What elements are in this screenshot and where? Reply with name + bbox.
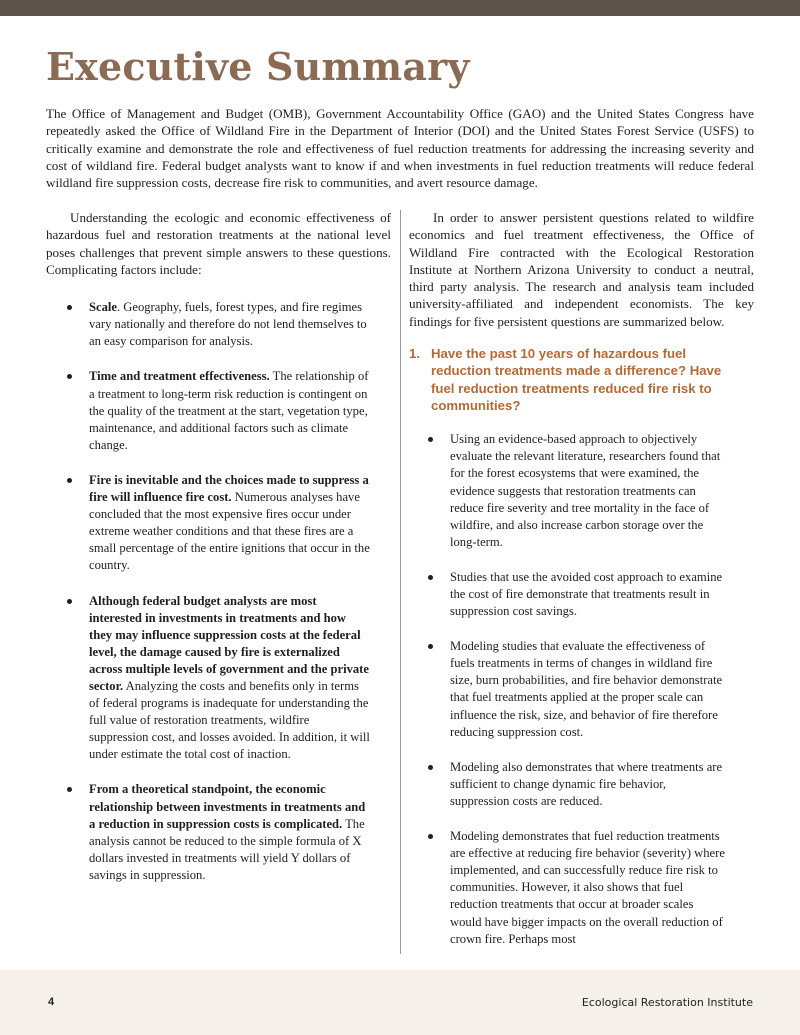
list-item [46,781,371,884]
bullet-text: Analyzing the costs and benefits only in terms of federal programs is inadequate for understanding the full value of restoration treatments, wildfire suppression cost, and losses avoided. In addition, it will under estimate the total cost of inaction. [89,678,370,762]
findings-list [409,431,754,947]
page-title: Executive Summary [46,44,470,89]
list-item: Modeling also demonstrates that where treatments are sufficient to change dynamic fire behavior, suppression costs are reduced. [409,759,725,810]
bullet-text: The analysis cannot be reduced to the simple formula of X dollars invested in treatments will yield Y dollars of savings in suppression. [89,816,365,882]
list-item [46,472,371,575]
question-heading [409,345,754,414]
bullet-text: The relationship of a treatment to long-term risk reduction is contingent on the quality of the treatment at the start, vegetation type, maintenance, and additional factors such as climate change. [89,369,369,452]
list-item: Modeling studies that evaluate the effectiveness of fuels treatments in terms of changes in wildland fire size, burn probabilities, and fire behavior demonstrate that fuel treatments applied at the proper scale can influence the risk, size, and behavior of fire therefore reducing suppression cost. [409,638,725,741]
left-column [46,209,391,902]
bullet-lead: Time and treatment effectiveness. [89,369,270,384]
page-footer [0,970,800,1035]
right-column [409,209,754,966]
column-divider [400,210,401,954]
bullet-lead: Although federal budget analysts are most interested in investments in treatments and how they may influence suppression costs at the federal level, the damage caused by fire is externalized across multiple levels of government and the private sector. [89,593,369,693]
bullet-lead: Scale [89,300,117,315]
bullet-text: Numerous analyses have concluded that the most expensive fires occur under extreme weather conditions and that these fires are a small percentage of the entire ignitions that occur in the country. [89,490,370,573]
list-item: Using an evidence-based approach to objectively evaluate the relevant literature, researchers found that for the forest ecosystems that were examined, the evidence suggests that restoration treatments can reduce fire severity and tree mortality in the face of wildfire, and also increase carbon storage over the long-term. [409,431,725,551]
bullet-lead: Fire is inevitable and the choices made to suppress a fire will influence fire cost. [89,472,369,505]
footer-organization: Ecological Restoration Institute [581,996,753,1009]
question-text: Have the past 10 years of hazardous fuel reduction treatments made a difference? Have fuel reduction treatments reduced fire risk to communities? [431,346,722,413]
complicating-factors-list [46,299,391,884]
page-number: 4 [48,996,55,1008]
right-intro-paragraph: In order to answer persistent questions related to wildfire economics and fuel treatment effectiveness, the Office of Wildland Fire contracted with the Ecological Restoration Institute at Northern Arizona University to conduct a neutral, third party analysis. The research and analysis team included university-affiliated and independent economists. The key findings for five persistent questions are summarized below. [409,210,754,329]
bullet-text: . Geography, fuels, forest types, and fire regimes vary nationally and therefore do not lend themselves to an easy comparison for analysis. [89,300,367,349]
list-item [46,299,371,350]
intro-paragraph: The Office of Management and Budget (OMB), Government Accountability Office (GAO) and the United States Congress have repeatedly asked the Office of Wildland Fire in the Department of Interior (DOI) and the United States Forest Service (USFS) to critically examine and demonstrate the role and effectiveness of fuel reduction treatments for addressing the increasing severity and cost of wildland fire. Federal budget analysts want to know if and when investments in fuel reduction treatments will reduce federal wildland fire suppression costs, decrease fire risk to communities, and avert resource damage. [46,106,754,191]
bullet-lead: From a theoretical standpoint, the economic relationship between investments in treatments and a reduction in suppression costs is complicated. [89,782,366,831]
list-item: Studies that use the avoided cost approach to examine the cost of fire demonstrate that treatments result in suppression cost savings. [409,569,725,620]
question-number: 1. [409,346,420,362]
list-item [46,593,371,764]
list-item [46,368,371,453]
left-intro-paragraph: Understanding the ecologic and economic effectiveness of hazardous fuel and restoration treatments at the national level poses challenges that prevent simple answers to these questions. Complicating factors include: [46,210,391,277]
top-bar [0,0,800,16]
list-item: Modeling demonstrates that fuel reduction treatments are effective at reducing fire behavior (severity) where implemented, and can successfully reduce fire risk to communities. However, it also shows that fuel reduction treatments that occur at broader scales would have bigger impacts on the overall reduction of crown fire. Perhaps most [409,828,725,948]
